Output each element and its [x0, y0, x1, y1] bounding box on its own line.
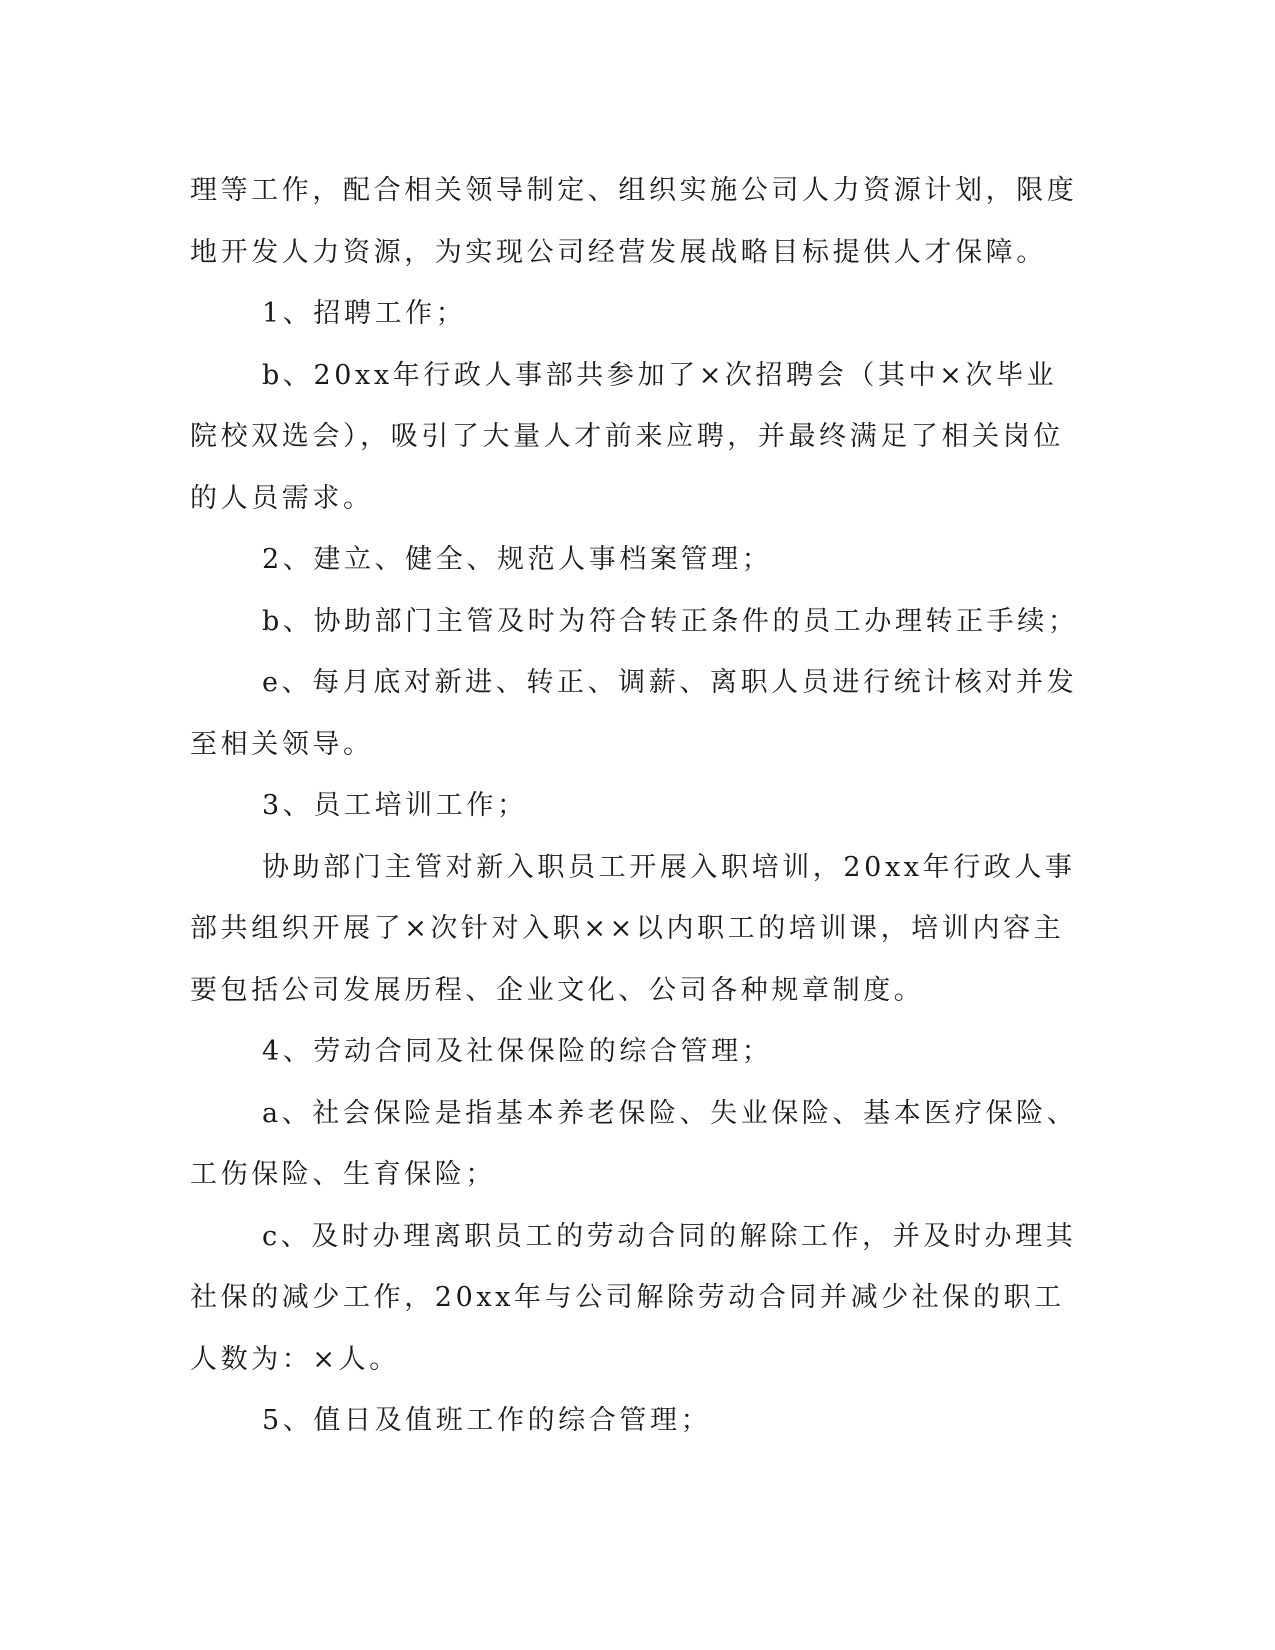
paragraph: 协助部门主管对新入职员工开展入职培训，20xx年行政人事部共组织开展了×次针对入职××以内职工的培训课，培训内容主要包括公司发展历程、企业文化、公司各种规章制度。 [190, 851, 1076, 1006]
section-heading-duty-management: 5、值日及值班工作的综合管理； [262, 1405, 712, 1436]
section-heading-personnel-files: 2、建立、健全、规范人事档案管理； [262, 544, 773, 575]
paragraph: e、每月底对新进、转正、调薪、离职人员进行统计核对并发至相关领导。 [190, 667, 1078, 760]
paragraph: b、协助部门主管及时为符合转正条件的员工办理转正手续； [262, 605, 1079, 637]
section-heading-labor-contracts: 4、劳动合同及社保保险的综合管理； [262, 1036, 773, 1067]
section-heading-recruitment: 1、招聘工作； [262, 298, 467, 329]
section-heading-training: 3、员工培训工作； [262, 790, 528, 821]
paragraph: c、及时办理离职员工的劳动合同的解除工作，并及时办理其社保的减少工作，20xx年与公司解除劳动合同并减少社保的职工人数为：×人。 [190, 1220, 1077, 1375]
paragraph: b、20xx年行政人事部共参加了×次招聘会（其中×次毕业院校双选会），吸引了大量人才前来应聘，并最终满足了相关岗位的人员需求。 [190, 359, 1064, 514]
document-body [190, 160, 1085, 1452]
paragraph: a、社会保险是指基本养老保险、失业保险、基本医疗保险、工伤保险、生育保险； [190, 1097, 1078, 1190]
paragraph: 理等工作，配合相关领导制定、组织实施公司人力资源计划，限度地开发人力资源，为实现公司经营发展战略目标提供人才保障。 [190, 175, 1078, 268]
